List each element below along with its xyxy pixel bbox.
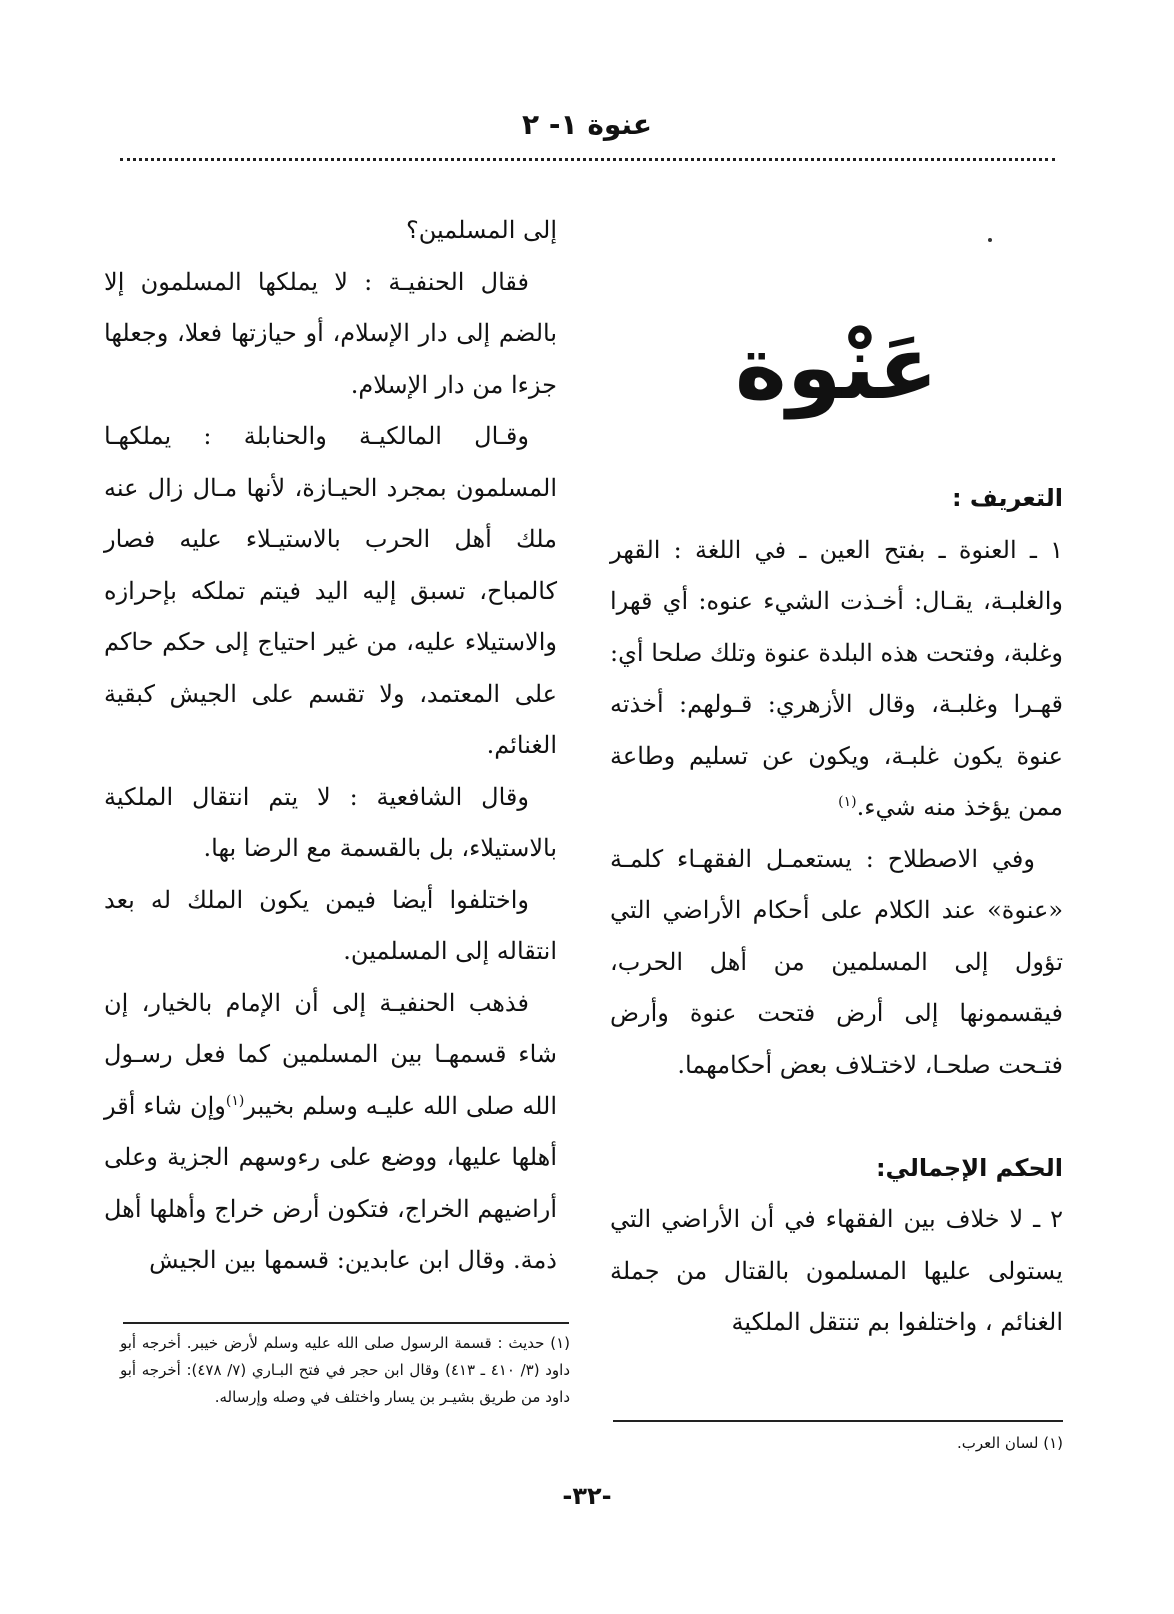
footnote-ref: (١) (838, 794, 857, 810)
page-number: -٣٢- (562, 1482, 612, 1510)
entry-title: عَنْوة (734, 316, 939, 419)
footnote-left: (١) حديث : قسمة الرسول صلى الله عليه وسلم لأرض خيبر. أخرجه أبو داود (٣/ ٤١٠ ـ ٤١٣) وقال ابن حجر في فتح البـاري (٧/ ٤٧٨): أخرجه أبو داود من طريق بشيـر بن يسار واختلف في وصله وإرساله. (120, 1334, 571, 1406)
definition-text: ١ ـ العنوة ـ بفتح العين ـ في اللغة : القهر والغلبـة، يقـال: أخـذت الشيء عنوه: أي قهرا وغلبة، وفتحت هذه البلدة عنوة وتلك صلحا أي: قهـرا وغلبـة، وقال الأزهري: قـولهم: أخذته عنوة يكون غلبـة، ويكون عن تسليم وطاعة ممن يؤخذ منه شيء. (610, 535, 1063, 821)
terminology-paragraph: وفي الاصطلاح : يستعمـل الفقهـاء كلمـة «عنوة» عند الكلام على أحكام الأراضي التي تؤول إلى المسلمين من أهل الحرب، فيقسمونها إلى أرض فتحت عنوة وأرض فتـحت صلحـا، لاختـلاف بعض أحكامهما. (610, 844, 1063, 1079)
scan-speck (988, 238, 992, 242)
maliki-hanbali-paragraph: وقـال المالكيـة والحنابلة : يملكهـا المسلمون بمجرد الحيـازة، لأنها مـال زال عنه ملك أهل الحرب بالاستيـلاء عليه فصار كالمباح، تسبق إليه اليد فيتم تملكه بإحرازه والاستيلاء عليه، من غير احتياج إلى حكم حاكم على المعتمد، ولا تقسم على الجيش كبقية الغنائم. (104, 422, 557, 759)
ruling-heading: الحكم الإجمالي: (875, 1153, 1063, 1182)
spacer (610, 1091, 1063, 1143)
footnote-rule-left (123, 1322, 569, 1324)
footnote-right: (١) لسان العرب. (957, 1434, 1063, 1452)
right-column (610, 473, 1063, 1349)
definition-heading: التعريف : (951, 484, 1063, 512)
footnote-rule-right (613, 1420, 1063, 1422)
footnote-ref: (١) (225, 1092, 245, 1109)
ruling-paragraph: ٢ ـ لا خلاف بين الفقهاء في أن الأراضي التي يستولى عليها المسلمون بالقتال من جملة الغنائم ، واختلفوا بم تنتقل الملكية (610, 1205, 1063, 1336)
imam-choice-paragraph (104, 978, 557, 1287)
definition-paragraph (610, 525, 1063, 834)
hanafi-paragraph: فقال الحنفيـة : لا يملكها المسلمون إلا بالضم إلى دار الإسلام، أو حيازتها فعلا، وجعلها جزءا من دار الإسلام. (104, 267, 557, 399)
imam-choice-text-b: وإن شاء أقر أهلها عليها، ووضع على رءوسهم الجزية وعلى أراضيهم الخراج، فتكون أرض خراج وأهلها أهل ذمة. وقال ابن عابدين: قسمها بين الجيش (104, 1091, 557, 1274)
page-header: عنوة ١- ٢ (522, 108, 652, 141)
left-column (104, 205, 557, 1287)
shafii-paragraph: وقال الشافعية : لا يتم انتقال الملكية بالاستيلاء، بل بالقسمة مع الرضا بها. (104, 782, 557, 862)
imam-choice-text-a: فذهب الحنفيـة إلى أن الإمام بالخيار، إن شاء قسمهـا بين المسلمين كما فعل رسـول الله صلى الله عليـه وسلم بخيبر (104, 988, 558, 1120)
continuation-line: إلى المسلمين؟ (406, 216, 557, 244)
header-dotted-rule (120, 158, 1055, 161)
ownership-paragraph: واختلفوا أيضا فيمن يكون الملك له بعد انتقاله إلى المسلمين. (104, 885, 557, 965)
